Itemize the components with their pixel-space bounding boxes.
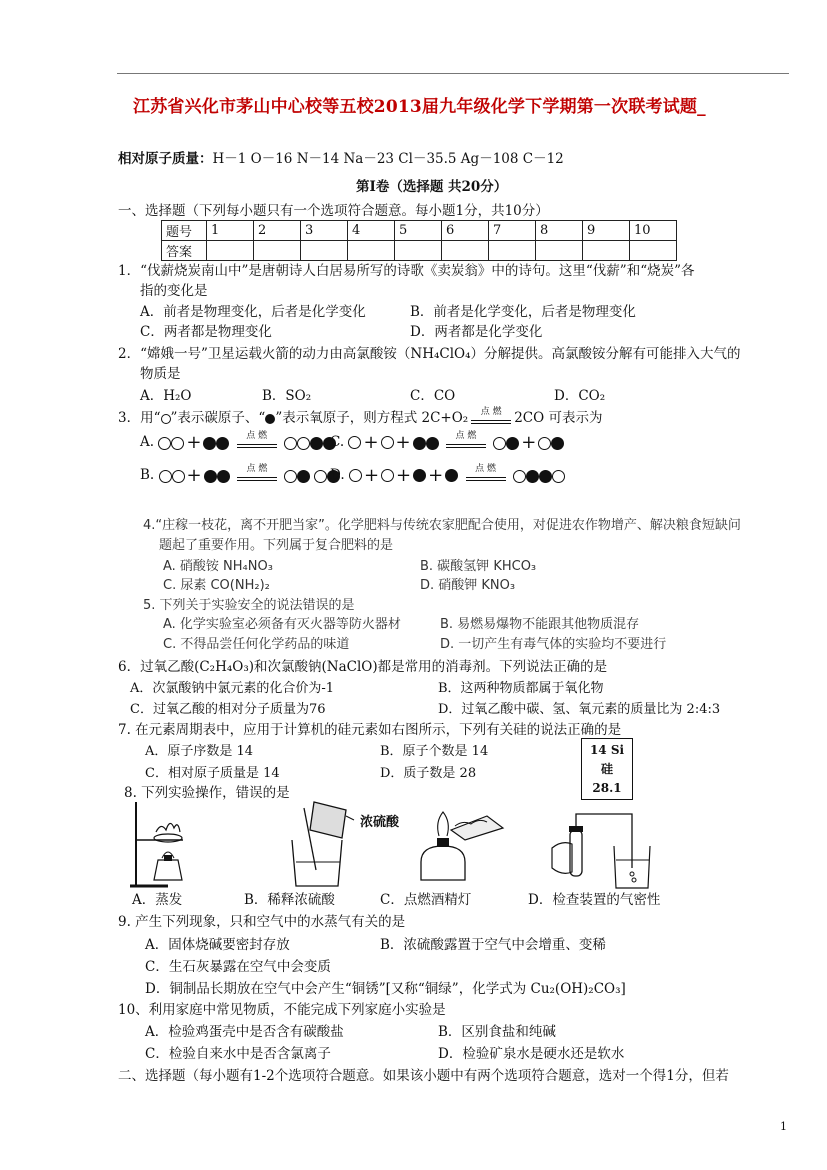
table-row bbox=[162, 221, 677, 241]
carbon-carbon-icon bbox=[159, 468, 185, 484]
q5-option-a: A. 化学实验室必须备有灭火器等防火器材 bbox=[163, 617, 401, 632]
question-number-cell: 1 bbox=[207, 221, 254, 241]
q5-option-b: B. 易燃易爆物不能跟其他物质混存 bbox=[440, 617, 640, 632]
oxygen-molecule-icon bbox=[203, 435, 229, 451]
element-name: 硅 bbox=[600, 762, 613, 776]
q8-option-c: C．点燃酒精灯 bbox=[380, 892, 472, 908]
answer-cell[interactable] bbox=[583, 241, 630, 261]
reaction-arrow-icon: 点 燃 bbox=[237, 467, 277, 485]
oxygen-atom-icon bbox=[413, 469, 426, 482]
carbon-carbon-icon bbox=[158, 435, 184, 451]
q1-option-b: B．前者是化学变化，后者是物理变化 bbox=[410, 304, 636, 320]
element-mass: 28.1 bbox=[592, 781, 622, 795]
q9-stem: 9. 产生下列现象，只和空气中的水蒸气有关的是 bbox=[118, 914, 406, 930]
option-label: A. bbox=[140, 434, 155, 450]
q3-option-a: A. + 点 燃 bbox=[140, 432, 336, 453]
q3-stem-mid1: ”表示碳原子、“ bbox=[170, 410, 266, 426]
q3-stem-post: 2CO 可表示为 bbox=[514, 410, 603, 426]
q5-option-d: D. 一切产生有毒气体的实验均不要进行 bbox=[440, 637, 667, 652]
q8-option-d: D．检查装置的气密性 bbox=[528, 892, 661, 908]
q7-stem: 7. 在元素周期表中，应用于计算机的硅元素如右图所示，下列有关硅的说法正确的是 bbox=[118, 722, 622, 738]
question-number-cell: 3 bbox=[301, 221, 348, 241]
answer-cell[interactable] bbox=[395, 241, 442, 261]
q6-option-d: D．过氧乙酸中碳、氢、氧元素的质量比为 2:4:3 bbox=[438, 702, 721, 717]
q9-option-c: C．生石灰暴露在空气中会变质 bbox=[145, 959, 331, 975]
q4-stem-line1: 4.“庄稼一枝花，离不开肥当家”。化学肥料与传统农家肥配合使用，对促进农作物增产、解决粮食短缺问 bbox=[143, 518, 741, 533]
answer-cell[interactable] bbox=[254, 241, 301, 261]
q7-option-b: B．原子个数是 14 bbox=[380, 744, 489, 759]
q2-option-b: B．SO₂ bbox=[262, 388, 312, 404]
document-title: 江苏省兴化市茅山中心校等五校2013届九年级化学下学期第一次联考试题_ bbox=[133, 97, 706, 117]
q3-option-c: C. + + 点 燃 + bbox=[330, 432, 564, 453]
q3-stem-pre: 3．用“ bbox=[118, 410, 161, 426]
q10-option-c: C．检验自来水中是否含氯离子 bbox=[145, 1046, 331, 1062]
answer-cell[interactable] bbox=[630, 241, 677, 261]
question-number-cell: 2 bbox=[254, 221, 301, 241]
section-title: 第Ⅰ卷（选择题 共20分） bbox=[356, 179, 508, 195]
reaction-condition: 点 燃 bbox=[480, 406, 502, 417]
co-molecule-icon bbox=[493, 435, 519, 451]
q1-option-d: D．两者都是化学变化 bbox=[410, 324, 543, 340]
oxygen-molecule-icon bbox=[204, 468, 230, 484]
option-label: B. bbox=[140, 467, 155, 483]
carbon-atom-icon bbox=[349, 469, 362, 482]
answer-cell[interactable] bbox=[348, 241, 395, 261]
q1-stem-line1: 1．“伐薪烧炭南山中”是唐朝诗人白居易所写的诗歌《卖炭翁》中的诗句。这里“伐薪”和“烧炭”各 bbox=[118, 263, 695, 279]
question-number-cell: 6 bbox=[442, 221, 489, 241]
q4-stem-line2: 题起了重要作用。下列属于复合肥料的是 bbox=[159, 538, 394, 553]
q3-option-d: D. + + + 点 燃 bbox=[330, 465, 565, 486]
section1-heading: 一、选择题（下列每小题只有一个选项符合题意。每小题1分，共10分） bbox=[118, 203, 549, 219]
q10-stem: 10、利用家庭中常见物质，不能完成下列家庭小实验是 bbox=[118, 1002, 446, 1018]
table-header-cell: 答案 bbox=[162, 241, 207, 261]
carbon-atom-icon bbox=[348, 436, 361, 449]
oxygen-molecule-icon bbox=[413, 435, 439, 451]
atomic-mass-values: H－1 O－16 N－14 Na－23 Cl－35.5 Ag－108 C－12 bbox=[212, 151, 564, 167]
answer-cell[interactable] bbox=[489, 241, 536, 261]
section2-heading: 二、选择题（每小题有1-2个选项符合题意。如果该小题中有两个选项符合题意，选对一个得1分，但若 bbox=[118, 1068, 729, 1084]
q3-option-b: B. + 点 燃 bbox=[140, 465, 340, 486]
q2-option-a: A．H₂O bbox=[140, 388, 192, 404]
atomic-mass-label: 相对原子质量： bbox=[118, 151, 213, 167]
oxygen-atom-icon bbox=[445, 469, 458, 482]
option-label: D. bbox=[330, 467, 345, 483]
airtight-check-apparatus-icon bbox=[548, 812, 658, 890]
q7-option-c: C．相对原子质量是 14 bbox=[145, 766, 280, 781]
q2-stem-line1: 2．“嫦娥一号”卫星运载火箭的动力由高氯酸铵（NH₄ClO₄）分解提供。高氯酸铵分解有可能排入大气的 bbox=[118, 346, 741, 362]
q9-option-b: B．浓硫酸露置于空气中会增重、变稀 bbox=[380, 937, 606, 953]
q7-option-a: A．原子序数是 14 bbox=[145, 744, 254, 759]
carbon-atom-icon bbox=[381, 469, 394, 482]
alcohol-lamp-apparatus-icon bbox=[415, 806, 510, 884]
carbon-atom-icon bbox=[381, 436, 394, 449]
q8-option-a: A．蒸发 bbox=[132, 892, 183, 908]
q2-option-c: C．CO bbox=[410, 388, 456, 404]
silicon-element-card bbox=[581, 738, 633, 800]
table-row bbox=[162, 241, 677, 261]
answer-cell[interactable] bbox=[301, 241, 348, 261]
q10-option-a: A．检验鸡蛋壳中是否含有碳酸盐 bbox=[145, 1024, 344, 1040]
reaction-arrow-icon: 点 燃 bbox=[446, 434, 486, 452]
product-molecule-icon bbox=[513, 468, 565, 484]
q4-option-d: D. 硝酸钾 KNO₃ bbox=[420, 578, 516, 593]
option-label: C. bbox=[330, 434, 345, 450]
reaction-arrow-icon bbox=[471, 406, 511, 428]
q6-stem: 6．过氧乙酸(C₂H₄O₃)和次氯酸钠(NaClO)都是常用的消毒剂。下列说法正确的是 bbox=[118, 659, 608, 675]
table-header-cell: 题号 bbox=[162, 221, 207, 241]
co-molecule-icon bbox=[538, 435, 564, 451]
oxygen-atom-icon bbox=[265, 414, 275, 424]
q4-option-a: A. 硝酸铵 NH₄NO₃ bbox=[163, 559, 273, 574]
answer-cell[interactable] bbox=[536, 241, 583, 261]
q9-option-a: A．固体烧碱要密封存放 bbox=[145, 937, 290, 953]
conc-acid-label: 浓硫酸 bbox=[360, 815, 400, 830]
q4-option-b: B. 碳酸氢钾 KHCO₃ bbox=[420, 559, 537, 574]
q5-option-c: C. 不得品尝任何化学药品的味道 bbox=[163, 637, 350, 652]
q9-option-d: D．铜制品长期放在空气中会产生“铜锈”[又称“铜绿”，化学式为 Cu₂(OH)₂CO₃] bbox=[145, 981, 626, 997]
element-number-symbol: 14 Si bbox=[589, 743, 625, 757]
question-number-cell: 9 bbox=[583, 221, 630, 241]
q10-option-b: B．区别食盐和纯碱 bbox=[438, 1024, 556, 1040]
reaction-arrow-icon: 点 燃 bbox=[237, 434, 277, 452]
carbon-atom-icon bbox=[161, 414, 171, 424]
q8-stem: 8. 下列实验操作，错误的是 bbox=[124, 785, 290, 801]
co-molecule-icon bbox=[284, 468, 310, 484]
question-number-cell: 5 bbox=[395, 221, 442, 241]
q4-option-c: C. 尿素 CO(NH₂)₂ bbox=[163, 578, 270, 593]
q6-option-a: A．次氯酸钠中氯元素的化合价为-1 bbox=[130, 681, 335, 696]
q3-stem bbox=[118, 406, 603, 428]
q2-option-d: D．CO₂ bbox=[554, 388, 606, 404]
page-number: 1 bbox=[780, 1120, 787, 1133]
q8-option-b: B．稀释浓硫酸 bbox=[244, 892, 335, 908]
answer-cell[interactable] bbox=[207, 241, 254, 261]
top-rule bbox=[117, 73, 789, 74]
question-number-cell: 10 bbox=[630, 221, 677, 241]
evaporation-apparatus-icon bbox=[128, 800, 198, 890]
q1-option-a: A．前者是物理变化，后者是化学变化 bbox=[140, 304, 366, 320]
question-number-cell: 4 bbox=[348, 221, 395, 241]
atomic-mass-line bbox=[118, 147, 564, 167]
q6-option-c: C．过氧乙酸的相对分子质量为76 bbox=[130, 702, 326, 717]
answer-table bbox=[161, 220, 677, 261]
q7-option-d: D．质子数是 28 bbox=[380, 766, 477, 781]
answer-cell[interactable] bbox=[442, 241, 489, 261]
question-number-cell: 8 bbox=[536, 221, 583, 241]
question-number-cell: 7 bbox=[489, 221, 536, 241]
q6-option-b: B．这两种物质都属于氧化物 bbox=[438, 681, 604, 696]
q10-option-d: D．检验矿泉水是硬水还是软水 bbox=[438, 1046, 625, 1062]
q2-stem-line2: 物质是 bbox=[140, 366, 181, 382]
q1-stem-line2: 指的变化是 bbox=[140, 283, 208, 299]
q3-stem-mid2: ”表示氧原子，则方程式 2C+O₂ bbox=[275, 410, 469, 426]
product-molecule-icon bbox=[284, 435, 336, 451]
reaction-arrow-icon: 点 燃 bbox=[466, 467, 506, 485]
q1-option-c: C．两者都是物理变化 bbox=[140, 324, 272, 340]
q5-stem: 5. 下列关于实验安全的说法错误的是 bbox=[143, 598, 355, 613]
